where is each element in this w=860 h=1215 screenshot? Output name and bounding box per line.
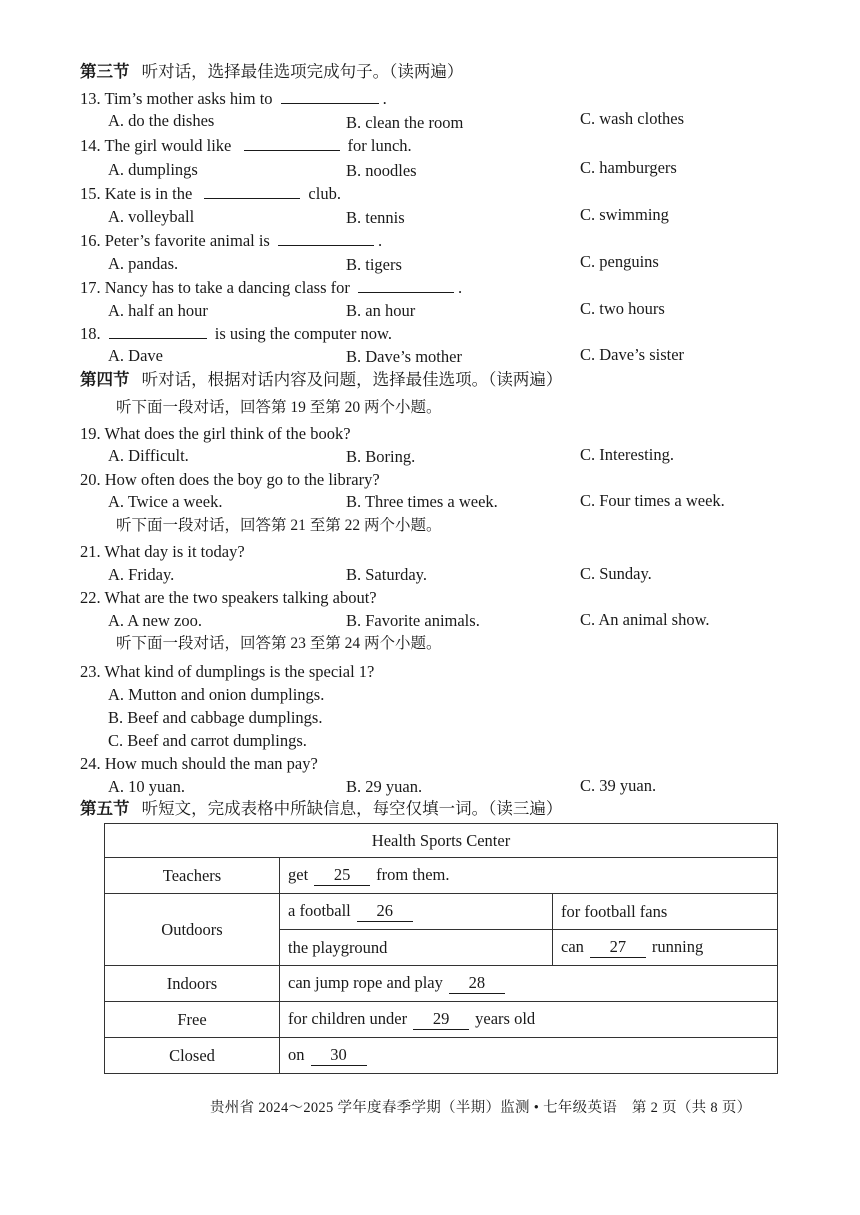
question-stem: 14. The girl would like bbox=[80, 136, 232, 155]
question-stem-end: is using the computer now. bbox=[214, 324, 392, 343]
blank-30[interactable]: 30 bbox=[311, 1045, 367, 1066]
blank-27[interactable]: 27 bbox=[590, 937, 646, 958]
question-23: 23. What kind of dumplings is the special 1? bbox=[80, 662, 375, 681]
question-stem-end: . bbox=[382, 89, 387, 108]
option-c[interactable]: C. two hours bbox=[580, 299, 665, 318]
question-stem: 18. bbox=[80, 324, 101, 343]
closed-label: Closed bbox=[105, 1038, 280, 1074]
option-b[interactable]: B. clean the room bbox=[346, 113, 464, 132]
question-stem-end: . bbox=[377, 231, 383, 250]
option-a[interactable]: A. Dave bbox=[108, 346, 163, 365]
cell-text: from them. bbox=[376, 865, 450, 884]
teachers-label: Teachers bbox=[105, 858, 280, 894]
section4-heading bbox=[80, 370, 562, 390]
blank-28[interactable]: 28 bbox=[449, 973, 505, 994]
option-a[interactable]: A. 10 yuan. bbox=[108, 777, 185, 796]
option-c[interactable]: C. swimming bbox=[580, 205, 669, 224]
indoors-cell bbox=[280, 966, 778, 1002]
cell-text: on bbox=[288, 1045, 305, 1064]
option-a[interactable]: A. A new zoo. bbox=[108, 611, 202, 630]
section5-instruction: 听短文，完成表格中所缺信息，每空仅填一词。（读三遍） bbox=[141, 799, 563, 818]
answer-blank[interactable] bbox=[281, 89, 379, 104]
option-a[interactable]: A. volleyball bbox=[108, 207, 195, 226]
section3-instruction: 听对话，选择最佳选项完成句子。（读两遍） bbox=[141, 62, 464, 81]
cell-text: years old bbox=[475, 1009, 536, 1028]
question-17 bbox=[80, 278, 462, 298]
section4-title: 第四节 bbox=[80, 370, 130, 389]
teachers-cell bbox=[280, 858, 778, 894]
cell-text: get bbox=[288, 865, 309, 884]
option-b[interactable]: B. 29 yuan. bbox=[346, 777, 423, 796]
option-a[interactable]: A. Twice a week. bbox=[108, 492, 223, 511]
option-c[interactable]: C. hamburgers bbox=[580, 158, 677, 177]
option-c[interactable]: C. 39 yuan. bbox=[580, 776, 657, 795]
option-b[interactable]: B. tigers bbox=[346, 255, 402, 274]
closed-cell bbox=[280, 1038, 778, 1074]
sports-center-table bbox=[104, 823, 778, 1074]
option-b[interactable]: B. Beef and cabbage dumplings. bbox=[108, 708, 323, 727]
option-b[interactable]: B. an hour bbox=[346, 301, 416, 320]
blank-25[interactable]: 25 bbox=[314, 865, 370, 886]
answer-blank[interactable] bbox=[278, 231, 374, 246]
answer-blank[interactable] bbox=[109, 324, 207, 339]
question-19: 19. What does the girl think of the book? bbox=[80, 424, 351, 443]
playground-cell: the playground bbox=[280, 930, 553, 966]
football-fans-cell: for football fans bbox=[553, 894, 778, 930]
question-stem: 16. Peter’s favorite animal is bbox=[80, 231, 270, 250]
section3-heading bbox=[80, 62, 463, 82]
option-c[interactable]: C. An animal show. bbox=[580, 610, 710, 629]
question-stem: 13. Tim’s mother asks him to bbox=[80, 89, 273, 108]
option-a[interactable]: A. Friday. bbox=[108, 565, 175, 584]
answer-blank[interactable] bbox=[358, 278, 454, 293]
football-cell bbox=[280, 894, 553, 930]
cell-text: for children under bbox=[288, 1009, 408, 1028]
question-21: 21. What day is it today? bbox=[80, 542, 245, 561]
option-a[interactable]: A. dumplings bbox=[108, 160, 198, 179]
option-c[interactable]: C. Interesting. bbox=[580, 445, 674, 464]
free-cell bbox=[280, 1002, 778, 1038]
question-18 bbox=[80, 324, 392, 344]
question-stem: 17. Nancy has to take a dancing class for bbox=[80, 278, 350, 297]
question-16 bbox=[80, 231, 382, 251]
option-b[interactable]: B. Three times a week. bbox=[346, 492, 498, 511]
question-14 bbox=[80, 136, 412, 156]
question-15 bbox=[80, 184, 341, 204]
section5-title: 第五节 bbox=[80, 799, 130, 818]
option-c[interactable]: C. Dave’s sister bbox=[580, 345, 685, 364]
question-20: 20. How often does the boy go to the library? bbox=[80, 470, 380, 489]
option-b[interactable]: B. Boring. bbox=[346, 447, 416, 466]
question-stem-end: . bbox=[458, 278, 463, 297]
option-b[interactable]: B. Saturday. bbox=[346, 565, 427, 584]
question-stem: 15. Kate is in the bbox=[80, 184, 193, 203]
option-c[interactable]: C. penguins bbox=[580, 252, 659, 271]
option-b[interactable]: B. Dave’s mother bbox=[346, 347, 462, 366]
answer-blank[interactable] bbox=[244, 136, 340, 151]
option-c[interactable]: C. Sunday. bbox=[580, 564, 652, 583]
option-b[interactable]: B. Favorite animals. bbox=[346, 611, 480, 630]
indoors-label: Indoors bbox=[105, 966, 280, 1002]
outdoors-label: Outdoors bbox=[105, 894, 280, 966]
group-instruction: 听下面一段对话，回答第 23 至第 24 两个小题。 bbox=[116, 635, 442, 652]
cell-text: can bbox=[561, 937, 584, 956]
cell-text: running bbox=[651, 937, 704, 956]
cell-text: can jump rope and play bbox=[288, 973, 443, 992]
section4-instruction: 听对话，根据对话内容及问题，选择最佳选项。（读两遍） bbox=[141, 370, 563, 389]
page-footer: 贵州省 2024～2025 学年度春季学期（半期）监测 • 七年级英语 第 2 页（共 8 页） bbox=[210, 1100, 752, 1116]
option-a[interactable]: A. do the dishes bbox=[108, 111, 215, 130]
question-stem-end: for lunch. bbox=[347, 136, 412, 155]
option-c[interactable]: C. Beef and carrot dumplings. bbox=[108, 731, 307, 750]
section5-heading bbox=[80, 799, 562, 819]
free-label: Free bbox=[105, 1002, 280, 1038]
blank-26[interactable]: 26 bbox=[357, 901, 413, 922]
running-cell bbox=[553, 930, 778, 966]
option-a[interactable]: A. Difficult. bbox=[108, 446, 189, 465]
table-header: Health Sports Center bbox=[105, 824, 778, 858]
option-c[interactable]: C. Four times a week. bbox=[580, 491, 725, 510]
question-24: 24. How much should the man pay? bbox=[80, 754, 318, 773]
blank-29[interactable]: 29 bbox=[413, 1009, 469, 1030]
question-stem-end: club. bbox=[308, 184, 341, 203]
answer-blank[interactable] bbox=[204, 184, 300, 199]
option-b[interactable]: B. noodles bbox=[346, 161, 417, 180]
group-instruction: 听下面一段对话，回答第 19 至第 20 两个小题。 bbox=[116, 399, 442, 416]
option-a[interactable]: A. Mutton and onion dumplings. bbox=[108, 685, 325, 704]
option-c[interactable]: C. wash clothes bbox=[580, 109, 685, 128]
question-22: 22. What are the two speakers talking about? bbox=[80, 588, 377, 607]
option-a[interactable]: A. half an hour bbox=[108, 301, 208, 320]
cell-text: a football bbox=[288, 901, 351, 920]
section3-title: 第三节 bbox=[80, 62, 130, 81]
question-13 bbox=[80, 89, 387, 109]
option-a[interactable]: A. pandas. bbox=[108, 254, 179, 273]
group-instruction: 听下面一段对话，回答第 21 至第 22 两个小题。 bbox=[116, 517, 442, 534]
option-b[interactable]: B. tennis bbox=[346, 208, 405, 227]
